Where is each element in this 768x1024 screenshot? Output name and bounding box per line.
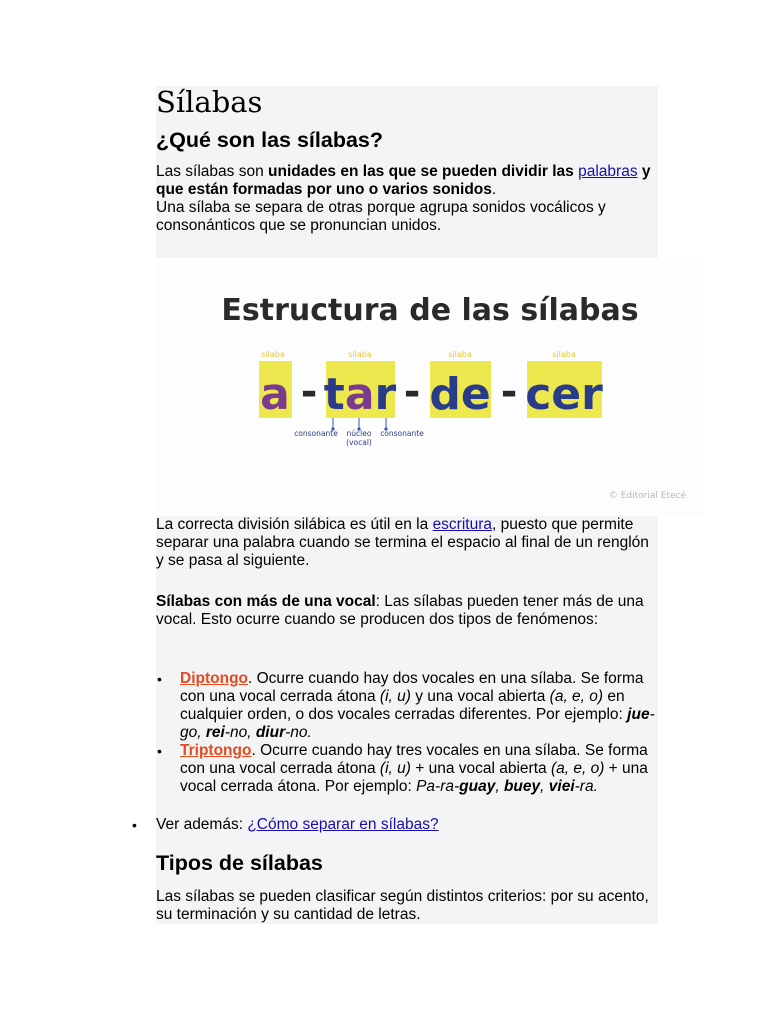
figure-credit: © Editorial Etecé [608, 491, 686, 501]
division-paragraph [156, 516, 656, 570]
label-nucleo: núcleo [346, 429, 372, 438]
syllable-cer: cer [525, 369, 603, 420]
division-text: La correcta división silábica es útil en la [156, 516, 433, 533]
triptongo-text: + una vocal cerrada átona. Por ejemplo: [180, 760, 648, 795]
bullet-icon: • [157, 743, 162, 759]
example-text: , [540, 778, 549, 795]
diptongo-italic: (i, u) [379, 688, 411, 705]
example-bold: guay [459, 778, 496, 795]
example-bold: rei [205, 724, 225, 741]
intro-text: Las sílabas son [156, 163, 269, 180]
intro-paragraph-2: Una sílaba se separa de otras porque agrupa sonidos vocálicos y consonánticos que se pronuncian unidos. [156, 199, 606, 234]
example-bold: viei [548, 778, 575, 795]
triptongo-link[interactable]: Triptongo [180, 742, 252, 759]
syllable-letter: t [323, 369, 345, 420]
figure-heading: Estructura de las sílabas [221, 293, 639, 328]
syllable-tar [324, 369, 397, 420]
example-text: -go, [180, 706, 655, 741]
escritura-link[interactable]: escritura [432, 516, 492, 533]
section-heading-tipos: Tipos de sílabas [156, 851, 323, 875]
bullet-icon: • [157, 671, 162, 687]
bullet-icon: • [132, 817, 137, 833]
list-item-diptongo [180, 670, 658, 742]
intro-period: . [491, 181, 497, 198]
example-text: -no, [224, 724, 256, 741]
syllable-tag: sílaba [348, 350, 372, 359]
syllable-a: a [260, 369, 290, 420]
ver-ademas-line [156, 816, 656, 834]
diptongo-italic: (a, e, o) [549, 688, 604, 705]
example-text: -ra. [574, 778, 598, 795]
example-text: Pa-ra- [416, 778, 460, 795]
example-text: -no. [285, 724, 312, 741]
intro-bold-2: y que están formadas por uno o varios sonidos [156, 163, 651, 198]
syllable-tag: sílaba [552, 350, 576, 359]
label-vocal: (vocal) [346, 438, 372, 447]
syllable-diagram [156, 258, 704, 516]
triptongo-italic: (a, e, o) [550, 760, 605, 777]
syllable-separator: - [403, 369, 421, 415]
syllable-tag: sílaba [448, 350, 472, 359]
diptongo-text: y una vocal abierta [410, 688, 550, 705]
syllable-letter: a [344, 369, 375, 420]
syllable-separator: - [300, 369, 318, 415]
label-consonante: consonante [380, 429, 424, 438]
syllable-letter: r [374, 369, 397, 420]
ver-ademas-text: Ver además: [156, 816, 248, 833]
syllable-tag: sílaba [261, 350, 285, 359]
diptongo-text: . Ocurre cuando hay dos vocales en una sílaba. Se forma con una vocal cerrada átona [180, 670, 644, 705]
syllable-de: de [429, 369, 491, 420]
tipos-paragraph: Las sílabas se pueden clasificar según distintos criterios: por su acento, su terminación y su cantidad de letras. [156, 888, 649, 923]
example-bold: jue [627, 706, 650, 723]
list-item-triptongo [180, 742, 658, 796]
example-text: , [495, 778, 504, 795]
vocal-paragraph [156, 593, 656, 629]
intro-bold-1: unidades en las que se pueden dividir las [268, 163, 579, 180]
syllable-structure-figure [156, 258, 704, 516]
triptongo-text: + una vocal abierta [410, 760, 551, 777]
triptongo-italic: (i, u) [379, 760, 411, 777]
palabras-link[interactable]: palabras [578, 163, 638, 180]
section-heading-que-son: ¿Qué son las sílabas? [156, 128, 384, 152]
intro-paragraph [156, 163, 656, 235]
example-bold: diur [255, 724, 286, 741]
division-text-2: , puesto que permite separar una palabra cuando se termina el espacio al final de un renglón y se pasa al siguiente. [156, 516, 649, 569]
diptongo-link[interactable]: Diptongo [180, 670, 249, 687]
label-consonante: consonante [294, 429, 338, 438]
vocal-text: : Las sílabas pueden tener más de una vocal. Esto ocurre cuando se producen dos tipos de fenómenos: [156, 593, 644, 628]
vocal-bold: Sílabas con más de una vocal [156, 593, 376, 610]
example-bold: buey [503, 778, 541, 795]
page-title: Sílabas [156, 85, 263, 119]
syllable-separator: - [500, 369, 518, 415]
como-separar-link[interactable]: ¿Cómo separar en sílabas? [247, 816, 439, 833]
triptongo-text: . Ocurre cuando hay tres vocales en una sílaba. Se forma con una vocal cerrada átona [180, 742, 648, 777]
diptongo-text: en cualquier orden, o dos vocales cerradas diferentes. Por ejemplo: [180, 688, 628, 723]
